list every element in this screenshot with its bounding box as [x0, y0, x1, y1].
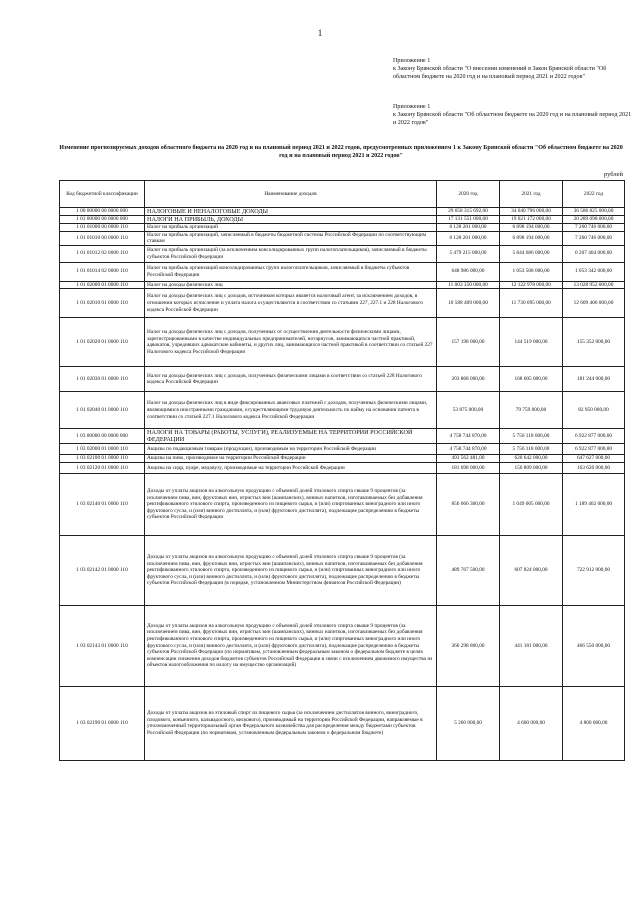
revenue-name-cell: НАЛОГИ НА ПРИБЫЛЬ, ДОХОДЫ: [145, 216, 437, 224]
budget-code-cell: 1 01 01000 00 0000 110: [60, 224, 145, 232]
amount-2020-cell: 489 767 500,00: [437, 535, 500, 605]
amount-2022-cell: 82 950 000,00: [563, 392, 625, 429]
table-row: [60, 231, 625, 245]
amount-2022-cell: 6 207 404 000,00: [563, 245, 625, 262]
currency-unit: рублей: [603, 171, 623, 178]
amount-2021-cell: 34 040 796 000,00: [500, 208, 563, 216]
amount-2020-cell: 181 698 000,00: [437, 462, 500, 473]
document-title: Изменение прогнозируемых доходов областного бюджета на 2020 год и на плановый период 2021 и 2022 годов, предусмотренных приложением 1 к Закону Брянской области "Об областном бюджете на 2020 год и на плановый период 2021 и 2022 годов": [59, 145, 623, 159]
table-header-row: [60, 181, 625, 208]
appendix-block-original: [393, 103, 633, 127]
table-row: [60, 535, 625, 605]
revenue-name-cell: Акцизы на сидр, пуаре, медовуху, производимые на территории Российской Федерации: [145, 462, 437, 473]
amount-2021-cell: 79 759 000,00: [500, 392, 563, 429]
budget-code-cell: 1 01 02030 01 0000 110: [60, 367, 145, 392]
revenue-name-cell: Налог на доходы физических лиц: [145, 281, 437, 289]
amount-2022-cell: 466 550 000,00: [563, 605, 625, 686]
revenue-name-cell: Доходы от уплаты акцизов на алкогольную продукцию с объемной долей этилового спирта свыше 9 процентов (за исключением пива, вин, фруктовых вин, игристых вин (шампанских), винных напитков, изготавливаемых без добавления ректификованного этилового спирта, произведенного из пищевого сырья, и (или) спиртованных виноградного или иного фруктового сусла, и (или) винного дистиллята, и (или) фруктового дистиллята), подлежащие распределению в бюджеты субъектов Российской Федерации (по нормативам, установленным федеральным законом о федеральном бюджете в целях компенсации снижения доходов бюджетов субъектов Российской Федерации в связи с исключением движимого имущества из объектов налогообложения по налогу на имущество организаций): [145, 605, 437, 686]
amount-2022-cell: 6 922 877 000,00: [563, 429, 625, 444]
table-row: [60, 462, 625, 473]
amount-2022-cell: 36 586 825 000,00: [563, 208, 625, 216]
table-row: [60, 281, 625, 289]
budget-code-cell: 1 01 01014 02 0000 110: [60, 262, 145, 281]
amount-2022-cell: 7 260 746 000,00: [563, 224, 625, 232]
appendix-text: к Закону Брянской области "О внесении изменений в Закон Брянской области "Об областном бюджете на 2020 год и на плановый период 2021 и 2022 годов": [393, 66, 607, 80]
table-row: [60, 444, 625, 455]
revenue-name-cell: Налог на доходы физических лиц с доходов, источником которых является налоговый агент, за исключением доходов, в отношении которых исчисление и уплата налога осуществляются в соответствии со статьями 227, 227.1 и 228 Налогового кодекса Российской Федерации: [145, 289, 437, 318]
table-row: [60, 392, 625, 429]
amount-2020-cell: 6 128 201 000,00: [437, 231, 500, 245]
revenue-table: [59, 180, 625, 761]
budget-code-cell: 1 03 02000 01 0000 110: [60, 444, 145, 455]
revenue-name-cell: Налог на прибыль организаций, зачисляемый в бюджеты бюджетной системы Российской Федерации по соответствующим ставкам: [145, 231, 437, 245]
column-header-name: Наименование доходов: [145, 181, 437, 208]
amount-2021-cell: 5 756 118 000,00: [500, 444, 563, 455]
column-header-code: Код бюджетной классификации: [60, 181, 145, 208]
amount-2020-cell: 10 588 409 000,00: [437, 289, 500, 318]
amount-2020-cell: 203 868 000,00: [437, 367, 500, 392]
column-header-2021: 2021 год: [500, 181, 563, 208]
amount-2021-cell: 441 181 000,00: [500, 605, 563, 686]
amount-2021-cell: 144 519 000,00: [500, 318, 563, 367]
amount-2022-cell: 20 289 698 000,00: [563, 216, 625, 224]
budget-code-cell: 1 03 00000 00 0000 000: [60, 429, 145, 444]
revenue-name-cell: НАЛОГОВЫЕ И НЕНАЛОГОВЫЕ ДОХОДЫ: [145, 208, 437, 216]
revenue-name-cell: Налог на доходы физических лиц с доходов, полученных от осуществления деятельности физическими лицами, зарегистрированными в качестве индивидуальных предпринимателей, нотариусов, занимающихся частной практикой, адвокатов, учредивших адвокатские кабинеты, и других лиц, занимающихся частной практикой в соответствии со статьей 227 Налогового кодекса Российской Федерации: [145, 318, 437, 367]
amount-2021-cell: 156 809 000,00: [500, 462, 563, 473]
budget-code-cell: 1 01 02010 01 0000 110: [60, 289, 145, 318]
budget-code-cell: 1 03 02100 01 0000 110: [60, 455, 145, 463]
amount-2022-cell: 4 800 000,00: [563, 686, 625, 760]
amount-2021-cell: 168 605 000,00: [500, 367, 563, 392]
budget-code-cell: 1 01 02040 01 0000 110: [60, 392, 145, 429]
budget-code-cell: 1 01 01010 00 0000 110: [60, 231, 145, 245]
amount-2020-cell: 4 758 744 870,00: [437, 429, 500, 444]
revenue-name-cell: Доходы от уплаты акцизов на алкогольную продукцию с объемной долей этилового спирта свыше 9 процентов (за исключением пива, вин, фруктовых вин, игристых вин (шампанских), винных напитков, изготавливаемых без добавления ректификованного этилового спирта, произведенного из пищевого сырья, и (или) спиртованных виноградного или иного фруктового сусла, и (или) винного дистиллята, и (или) фруктового дистиллята), подлежащие распределению в бюджеты субъектов Российской Федерации (в порядке, установленном Министерством финансов Российской Федерации): [145, 535, 437, 605]
amount-2020-cell: 856 066 300,00: [437, 473, 500, 535]
amount-2022-cell: 13 028 952 000,00: [563, 281, 625, 289]
amount-2021-cell: 620 642 000,00: [500, 455, 563, 463]
budget-code-cell: 1 01 02020 01 0000 110: [60, 318, 145, 367]
table-row: [60, 318, 625, 367]
revenue-name-cell: Акцизы по подакцизным товарам (продукции), производимым на территории Российской Федерации: [145, 444, 437, 455]
table-row: [60, 208, 625, 216]
amount-2020-cell: 493 562 481,00: [437, 455, 500, 463]
table-row: [60, 262, 625, 281]
amount-2021-cell: 1 049 005 000,00: [500, 473, 563, 535]
revenue-name-cell: Налог на прибыль организаций консолидированных групп налогоплательщиков, зачисляемый в бюджеты субъектов Российской Федерации: [145, 262, 437, 281]
amount-2022-cell: 155 352 000,00: [563, 318, 625, 367]
amount-2021-cell: 19 021 172 000,00: [500, 216, 563, 224]
budget-code-cell: 1 01 02000 01 0000 110: [60, 281, 145, 289]
amount-2020-cell: 157 198 000,00: [437, 318, 500, 367]
table-row: [60, 289, 625, 318]
amount-2020-cell: 366 298 800,00: [437, 605, 500, 686]
amount-2020-cell: 11 003 350 000,00: [437, 281, 500, 289]
amount-2020-cell: 29 058 315 692,00: [437, 208, 500, 216]
table-row: [60, 245, 625, 262]
appendix-block-amendment: [393, 57, 633, 81]
amount-2022-cell: 1 053 342 000,00: [563, 262, 625, 281]
table-row: [60, 216, 625, 224]
amount-2022-cell: 1 189 462 000,00: [563, 473, 625, 535]
table-row: [60, 455, 625, 463]
amount-2022-cell: 12 609 406 000,00: [563, 289, 625, 318]
budget-code-cell: 1 03 02120 01 0000 110: [60, 462, 145, 473]
page-number: 1: [317, 28, 323, 38]
amount-2021-cell: 1 053 508 000,00: [500, 262, 563, 281]
budget-code-cell: 1 03 02140 01 0000 110: [60, 473, 145, 535]
table-row: [60, 605, 625, 686]
amount-2021-cell: 6 898 194 000,00: [500, 224, 563, 232]
amount-2020-cell: 53 875 000,00: [437, 392, 500, 429]
table-row: [60, 686, 625, 760]
appendix-heading: Приложение 1: [393, 58, 431, 64]
appendix-text: к Закону Брянской области "Об областном бюджете на 2020 год и на плановый период 2021 и 2022 годов": [393, 112, 632, 126]
amount-2022-cell: 181 244 000,00: [563, 367, 625, 392]
amount-2020-cell: 17 131 551 000,00: [437, 216, 500, 224]
amount-2022-cell: 722 912 000,00: [563, 535, 625, 605]
amount-2022-cell: 6 922 877 000,00: [563, 444, 625, 455]
amount-2022-cell: 163 626 000,00: [563, 462, 625, 473]
revenue-name-cell: Налог на доходы физических лиц с доходов, полученных физическими лицами в соответствии со статьей 228 Налогового кодекса Российской Федерации: [145, 367, 437, 392]
amount-2021-cell: 5 756 118 000,00: [500, 429, 563, 444]
budget-code-cell: 1 03 02143 01 0000 110: [60, 605, 145, 686]
budget-code-cell: 1 03 02190 01 0000 110: [60, 686, 145, 760]
amount-2021-cell: 4 600 000,00: [500, 686, 563, 760]
amount-2020-cell: 6 128 201 000,00: [437, 224, 500, 232]
budget-code-cell: 1 01 00000 00 0000 000: [60, 216, 145, 224]
amount-2022-cell: 7 260 746 000,00: [563, 231, 625, 245]
amount-2021-cell: 12 122 978 000,00: [500, 281, 563, 289]
revenue-name-cell: НАЛОГИ НА ТОВАРЫ (РАБОТЫ, УСЛУГИ), РЕАЛИЗУЕМЫЕ НА ТЕРРИТОРИИ РОССИЙСКОЙ ФЕДЕРАЦИИ: [145, 429, 437, 444]
revenue-name-cell: Доходы от уплаты акцизов на этиловый спирт из пищевого сырья (за исключением дистиллятов винного, виноградного, плодового, коньячного, кальвадосного, вискового), производимый на территории Российской Федерации, направляемые в уполномоченный территориальный орган Федерального казначейства для распределения между бюджетами субъектов Российской Федерации (по нормативам, установленным федеральным законом о федеральном бюджете): [145, 686, 437, 760]
revenue-name-cell: Налог на прибыль организаций (за исключением консолидированных групп налогоплательщиков), зачисляемый в бюджеты субъектов Российской Федерации: [145, 245, 437, 262]
column-header-2022: 2022 год: [563, 181, 625, 208]
budget-code-cell: 1 03 02142 01 0000 110: [60, 535, 145, 605]
table-row: [60, 473, 625, 535]
budget-code-cell: 1 00 00000 00 0000 000: [60, 208, 145, 216]
amount-2021-cell: 11 730 095 000,00: [500, 289, 563, 318]
revenue-name-cell: Доходы от уплаты акцизов на алкогольную продукцию с объемной долей этилового спирта свыше 9 процентов (за исключением пива, вин, фруктовых вин, игристых вин (шампанских), винных напитков, изготавливаемых без добавления ректификованного этилового спирта, произведенного из пищевого сырья, и (или) спиртованных виноградного или иного фруктового сусла, и (или) винного дистиллята, и (или) фруктового дистиллята), подлежащие распределению в бюджеты субъектов Российской Федерации: [145, 473, 437, 535]
table-row: [60, 429, 625, 444]
revenue-name-cell: Акцизы на пиво, производимое на территории Российской Федерации: [145, 455, 437, 463]
appendix-heading: Приложение 1: [393, 104, 431, 110]
amount-2021-cell: 607 824 000,00: [500, 535, 563, 605]
amount-2020-cell: 4 758 744 870,00: [437, 444, 500, 455]
amount-2020-cell: 648 986 000,00: [437, 262, 500, 281]
column-header-2020: 2020 год: [437, 181, 500, 208]
revenue-name-cell: Налог на доходы физических лиц в виде фиксированных авансовых платежей с доходов, полученных физическими лицами, являющимися иностранными гражданами, осуществляющими трудовую деятельность по найму на основании патента в соответствии со статьей 227.1 Налогового кодекса Российской Федерации: [145, 392, 437, 429]
budget-code-cell: 1 01 01012 02 0000 110: [60, 245, 145, 262]
amount-2020-cell: 5 479 215 000,00: [437, 245, 500, 262]
table-row: [60, 224, 625, 232]
revenue-name-cell: Налог на прибыль организаций: [145, 224, 437, 232]
amount-2021-cell: 5 844 686 000,00: [500, 245, 563, 262]
amount-2020-cell: 5 260 000,00: [437, 686, 500, 760]
amount-2022-cell: 647 627 000,00: [563, 455, 625, 463]
table-row: [60, 367, 625, 392]
amount-2021-cell: 6 898 194 000,00: [500, 231, 563, 245]
